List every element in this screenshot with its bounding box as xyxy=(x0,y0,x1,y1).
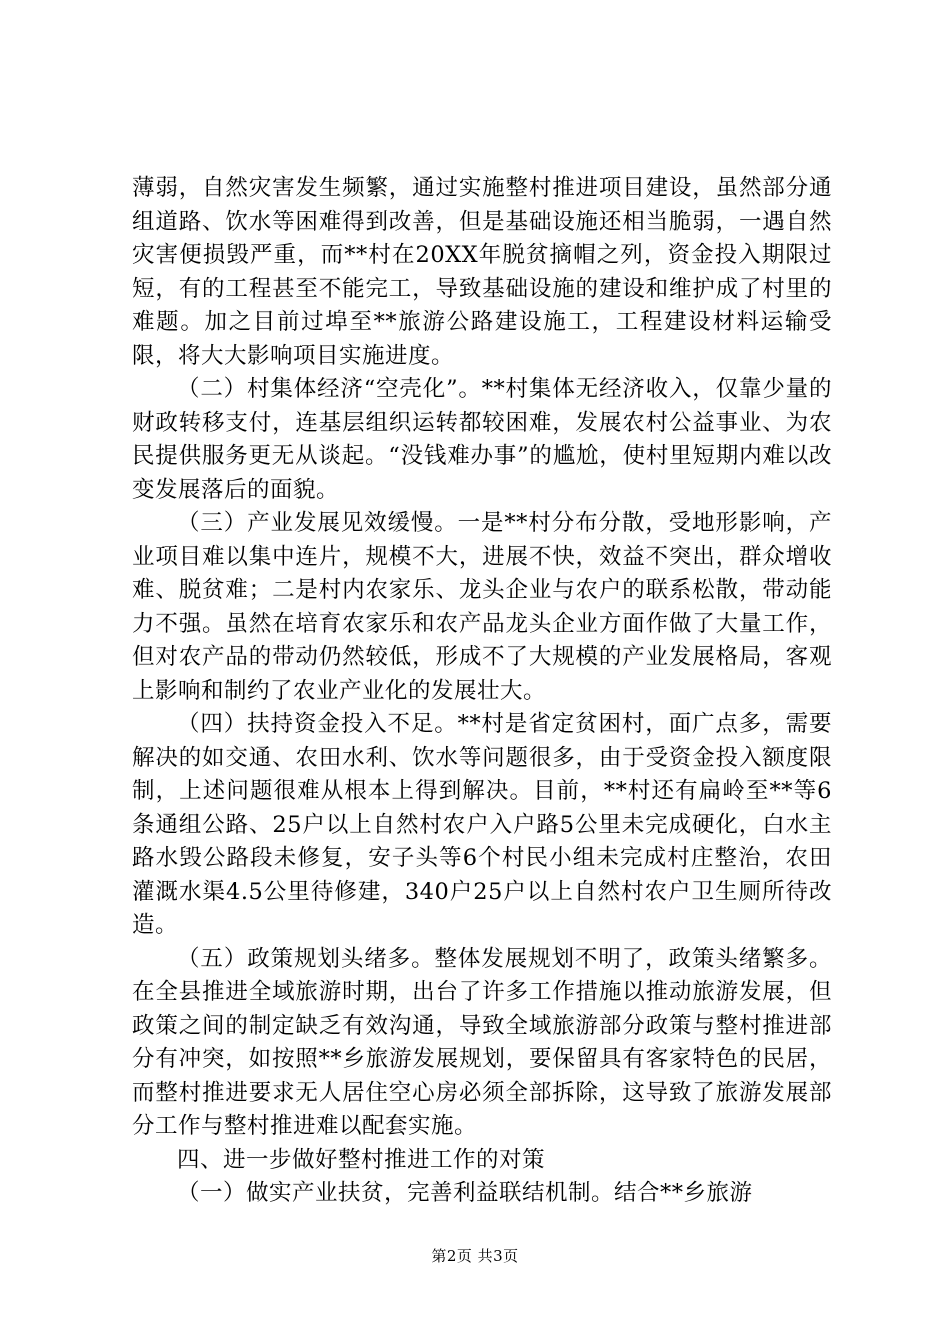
paragraph-policy-planning: （五）政策规划头绪多。整体发展规划不明了，政策头绪繁多。在全县推进全域旅游时期，出台了许多工作措施以推动旅游发展，但政策之间的制定缺乏有效沟通，导致全域旅游部分政策与整村推进部分有冲突，如按照**乡旅游发展规划，要保留具有客家特色的民居，而整村推进要求无人居住空心房必须全部拆除，这导致了旅游发展部分工作与整村推进难以配套实施。 xyxy=(132,945,832,1139)
section-heading: 四、进一步做好整村推进工作的对策 xyxy=(177,1146,546,1173)
page-number-footer: 第2页 共3页 xyxy=(431,1247,519,1265)
paragraph-industry-development: （三）产业发展见效缓慢。一是**村分布分散，受地形影响，产业项目难以集中连片，规模不大，进展不快，效益不突出，群众增收难、脱贫难；二是村内农家乐、龙头企业与农户的联系松散，带动能力不强。虽然在培育农家乐和农产品龙头企业方面作做了大量工作，但对农产品的带动仍然较低，形成不了大规模的产业发展格局，客观上影响和制约了农业产业化的发展壮大。 xyxy=(132,510,832,704)
paragraph-infrastructure: 薄弱，自然灾害发生频繁，通过实施整村推进项目建设，虽然部分通组道路、饮水等困难得到改善，但是基础设施还相当脆弱，一遇自然灾害便损毁严重，而**村在20XX年脱贫摘帽之列，资金投入期限过短，有的工程甚至不能完工，导致基础设施的建设和维护成了村里的难题。加之目前过埠至**旅游公路建设施工，工程建设材料运输受限，将大大影响项目实施进度。 xyxy=(132,175,832,369)
paragraph-collective-economy: （二）村集体经济“空壳化”。**村集体无经济收入，仅靠少量的财政转移支付，连基层组织运转都较困难，发展农村公益事业、为农民提供服务更无从谈起。“没钱难办事”的尴尬，使村里短期内难以改变发展落后的面貌。 xyxy=(132,376,832,503)
paragraph-industry-poverty-alleviation: （一）做实产业扶贫，完善利益联结机制。结合**乡旅游 xyxy=(177,1180,753,1206)
document-body xyxy=(132,172,832,1211)
paragraph-funding-shortage: （四）扶持资金投入不足。**村是省定贫困村，面广点多，需要解决的如交通、农田水利、饮水等问题很多，由于受资金投入额度限制，上述问题很难从根本上得到解决。目前，**村还有扁岭至**等6条通组公路、25户以上自然村农户入户路5公里未完成硬化，白水主路水毁公路段未修复，安子头等6个村民小组未完成村庄整治，农田灌溉水渠4.5公里待修建，340户25户以上自然村农户卫生厕所待改造。 xyxy=(132,711,832,938)
